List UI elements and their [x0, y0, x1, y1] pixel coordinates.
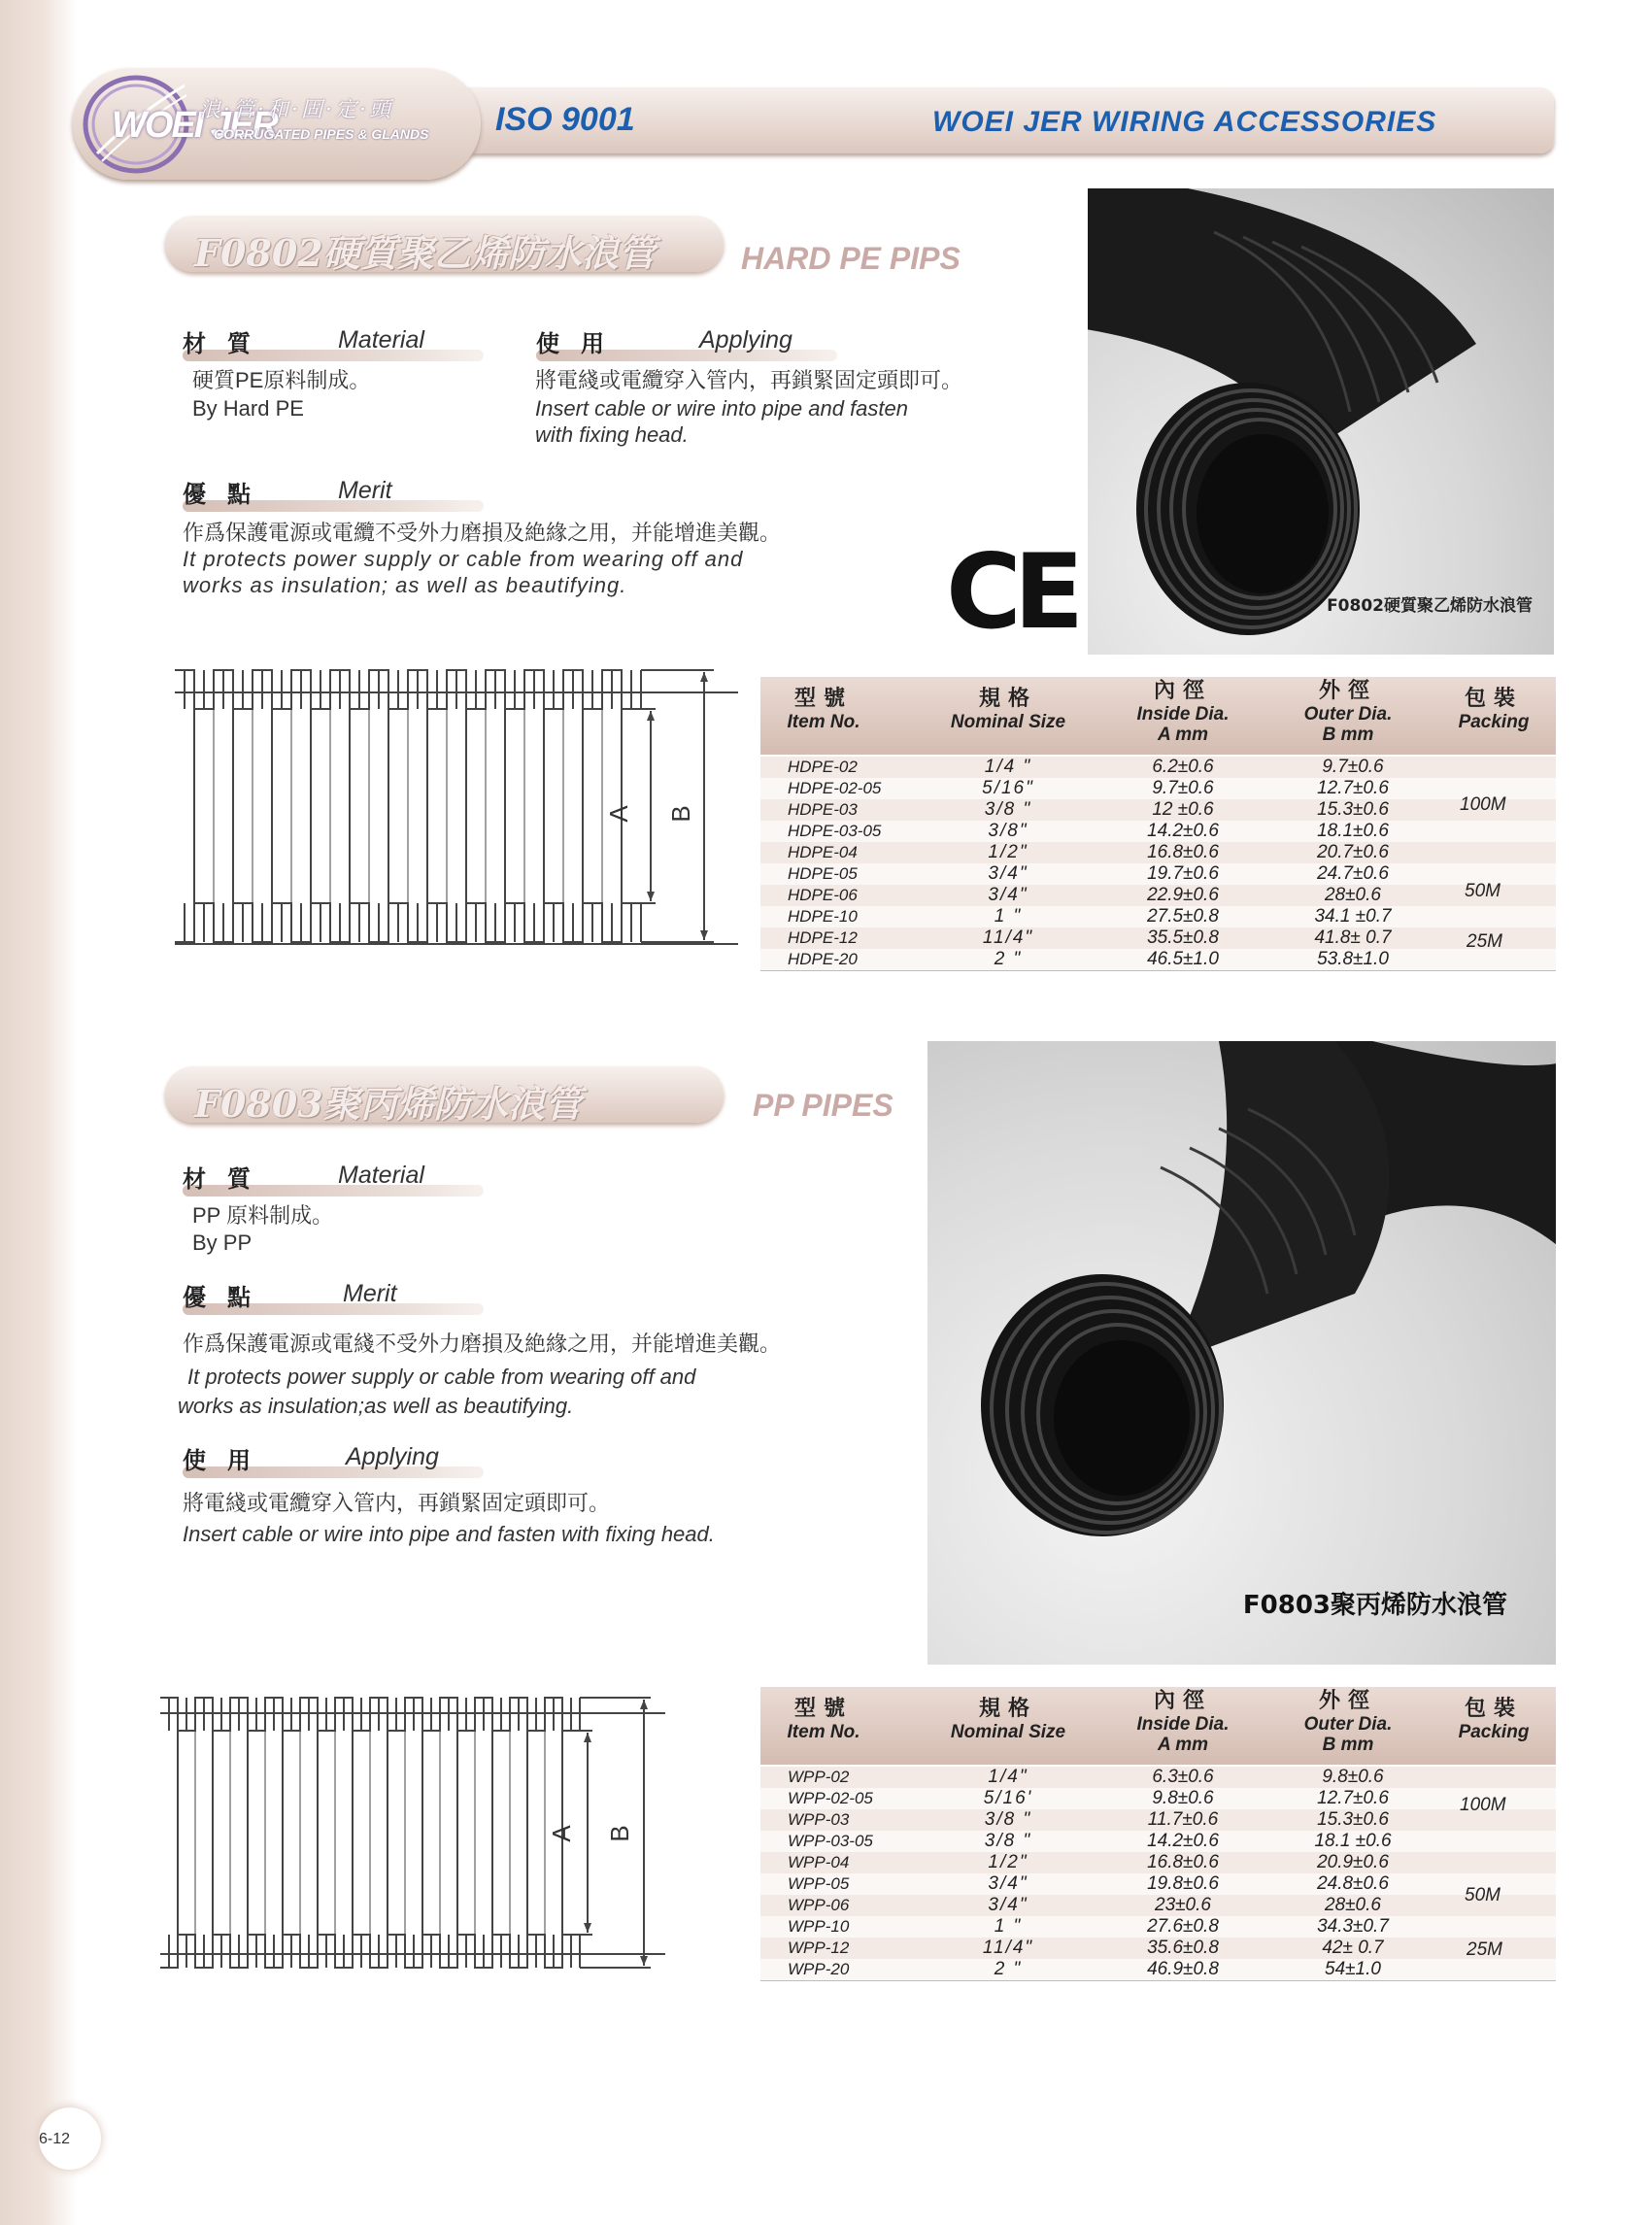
cell-code: HDPE-04: [788, 843, 858, 861]
section2-merit-label: 優點 Merit: [183, 1284, 484, 1313]
cell-code: HDPE-10: [788, 907, 858, 926]
section1-merit-text-cn: 作爲保護電源或電纜不受外力磨損及絶緣之用，并能增進美觀。: [183, 521, 782, 545]
cell-inside: 14.2±0.6: [1147, 1831, 1219, 1851]
cell-inside: 46.9±0.8: [1147, 1959, 1219, 1979]
cell-size: 3/4": [988, 885, 1028, 905]
section2-packing-25m: 25M: [1467, 1939, 1502, 1960]
section2-diagram-label-a: A: [547, 1825, 576, 1842]
section2-header-inside-dia: 內徑 Inside Dia. A mm: [1136, 1689, 1230, 1755]
table-row: [760, 799, 1556, 822]
cell-code: HDPE-02: [788, 758, 858, 776]
cell-outer: 34.1 ±0.7: [1314, 906, 1392, 927]
cell-outer: 53.8±1.0: [1317, 949, 1389, 969]
cell-code: WPP-03: [788, 1810, 850, 1829]
cell-code: HDPE-03: [788, 800, 858, 819]
section1-merit-text-en1: It protects power supply or cable from wearing off and: [183, 547, 744, 571]
cell-inside: 46.5±1.0: [1147, 949, 1219, 969]
section2-title-pill: [165, 1066, 724, 1126]
header-title: WOEI JER WIRING ACCESSORIES: [932, 106, 1437, 138]
cell-size: 3/8 ": [984, 1831, 1032, 1851]
section1-photo-caption: F0802硬質聚乙烯防水浪管: [1327, 596, 1533, 616]
cell-outer: 34.3±0.7: [1317, 1916, 1389, 1937]
table-row: [760, 863, 1556, 886]
section1-applying-label: 使用 Applying: [536, 330, 837, 359]
table-row: [760, 1831, 1556, 1853]
cell-outer: 42± 0.7: [1322, 1938, 1384, 1958]
cell-code: WPP-02-05: [788, 1789, 873, 1807]
section1-header-inside-dia: 內徑 Inside Dia. A mm: [1136, 679, 1230, 745]
iso-label: ISO 9001: [495, 101, 635, 138]
table-row: [760, 906, 1556, 928]
section1-material-label: 材質 Material: [183, 330, 484, 359]
cell-code: WPP-02: [788, 1768, 850, 1786]
cell-size: 1 ": [994, 906, 1023, 927]
section1-packing-100m: 100M: [1460, 794, 1506, 815]
cell-size: 3/8": [988, 821, 1028, 841]
cell-code: HDPE-06: [788, 886, 858, 904]
cell-inside: 14.2±0.6: [1147, 821, 1219, 841]
logo-english-text: CORRUGATED PIPES & GLANDS: [214, 126, 429, 142]
section2-merit-text-en1: It protects power supply or cable from wearing off and: [187, 1365, 696, 1389]
section1-header-outer-dia: 外徑 Outer Dia. B mm: [1303, 679, 1393, 745]
section2-packing-100m: 100M: [1460, 1795, 1506, 1815]
cell-code: WPP-05: [788, 1874, 850, 1893]
table-row: [760, 757, 1556, 779]
section2-header-outer-dia: 外徑 Outer Dia. B mm: [1303, 1689, 1393, 1755]
cell-inside: 19.8±0.6: [1147, 1873, 1219, 1894]
table-row: [760, 1809, 1556, 1832]
ce-mark: CE: [946, 532, 1077, 652]
cell-code: HDPE-12: [788, 928, 858, 947]
table-row: [760, 821, 1556, 843]
cell-size: 3/4": [988, 1895, 1028, 1915]
cell-outer: 15.3±0.6: [1317, 1809, 1389, 1830]
cell-size: 1 ": [994, 1916, 1023, 1937]
cell-inside: 9.7±0.6: [1152, 778, 1214, 798]
table-row: [760, 927, 1556, 950]
table-row: [760, 1916, 1556, 1938]
cell-size: 3/4": [988, 1873, 1028, 1894]
section2-spec-table: [760, 1687, 1556, 1978]
section2-header-packing: 包裝 Packing: [1458, 1697, 1530, 1742]
cell-outer: 20.7±0.6: [1317, 842, 1389, 862]
cell-code: WPP-20: [788, 1960, 850, 1978]
cell-inside: 12 ±0.6: [1152, 799, 1214, 820]
section1-diagram-label-b: B: [666, 805, 695, 823]
cell-outer: 54±1.0: [1325, 1959, 1381, 1979]
section1-merit-text-en2: works as insulation; as well as beautifying.: [183, 573, 627, 597]
section1-spec-table: [760, 677, 1556, 968]
table-row: [760, 1852, 1556, 1874]
table-row: [760, 885, 1556, 907]
cell-size: 11/4": [982, 1938, 1034, 1958]
cell-inside: 27.5±0.8: [1147, 906, 1219, 927]
cell-code: HDPE-20: [788, 950, 858, 968]
cell-inside: 19.7±0.6: [1147, 863, 1219, 884]
cell-outer: 12.7±0.6: [1317, 1788, 1389, 1808]
left-margin-band: [0, 0, 78, 2225]
cell-size: 2 ": [994, 1959, 1023, 1979]
section2-applying-label: 使用 Applying: [183, 1447, 484, 1476]
cell-outer: 18.1±0.6: [1317, 821, 1389, 841]
table-row: [760, 1938, 1556, 1960]
section1-header-nominal-size: 規格 Nominal Size: [950, 687, 1066, 732]
cell-code: HDPE-05: [788, 864, 858, 883]
cell-size: 3/8 ": [984, 1809, 1032, 1830]
cell-outer: 9.8±0.6: [1322, 1767, 1384, 1787]
cell-size: 3/8 ": [984, 799, 1032, 820]
table-row: [760, 1959, 1556, 1981]
page-number: 6-12: [39, 2131, 71, 2147]
section2-product-photo: [927, 1041, 1556, 1665]
cell-outer: 28±0.6: [1325, 1895, 1381, 1915]
section1-product-photo: [1088, 188, 1554, 655]
table-row: [760, 1767, 1556, 1789]
section2-merit-text-en2: works as insulation;as well as beautifying.: [178, 1394, 574, 1418]
cell-outer: 28±0.6: [1325, 885, 1381, 905]
cell-outer: 12.7±0.6: [1317, 778, 1389, 798]
section1-header-item-no: 型號 Item No.: [787, 687, 860, 732]
cell-inside: 35.5±0.8: [1147, 927, 1219, 948]
section1-diagram-label-a: A: [604, 805, 633, 823]
section1-title-pill: [165, 216, 724, 275]
section1-applying-text-en2: with fixing head.: [535, 422, 689, 447]
cell-outer: 24.8±0.6: [1317, 1873, 1389, 1894]
cell-size: 3/4": [988, 863, 1028, 884]
table-row: [760, 842, 1556, 864]
cell-inside: 6.3±0.6: [1152, 1767, 1214, 1787]
cell-inside: 35.6±0.8: [1147, 1938, 1219, 1958]
section2-packing-50m: 50M: [1465, 1885, 1500, 1905]
section2-material-text-cn: PP 原料制成。: [192, 1203, 334, 1228]
cell-code: WPP-12: [788, 1938, 850, 1957]
section1-header-packing: 包裝 Packing: [1458, 687, 1530, 732]
cell-outer: 18.1 ±0.6: [1314, 1831, 1392, 1851]
table-row: [760, 778, 1556, 800]
cell-size: 5/16': [983, 1788, 1033, 1808]
section2-pipe-diagram: [160, 1690, 665, 1976]
cell-size: 2 ": [994, 949, 1023, 969]
cell-size: 1/4 ": [984, 757, 1032, 777]
section2-title-en: PP PIPES: [753, 1088, 893, 1123]
section1-pipe-diagram: [175, 660, 738, 957]
table-row: [760, 1895, 1556, 1917]
page-number-badge: [39, 2107, 101, 2170]
cell-size: 1/4": [988, 1767, 1028, 1787]
section1-applying-text-en1: Insert cable or wire into pipe and fasten: [535, 396, 909, 421]
section2-header-item-no: 型號 Item No.: [787, 1697, 860, 1742]
cell-inside: 27.6±0.8: [1147, 1916, 1219, 1937]
cell-outer: 9.7±0.6: [1322, 757, 1384, 777]
cell-inside: 23±0.6: [1155, 1895, 1211, 1915]
cell-outer: 41.8± 0.7: [1314, 927, 1392, 948]
cell-inside: 6.2±0.6: [1152, 757, 1214, 777]
cell-code: WPP-10: [788, 1917, 850, 1936]
table-row: [760, 1788, 1556, 1810]
section2-title-cn: F0803聚丙烯防水浪管: [194, 1082, 582, 1126]
table-row: [760, 949, 1556, 971]
section2-photo-caption: F0803聚丙烯防水浪管: [1242, 1591, 1507, 1620]
cell-code: WPP-04: [788, 1853, 850, 1871]
section2-diagram-label-b: B: [605, 1825, 634, 1842]
cell-inside: 9.8±0.6: [1152, 1788, 1214, 1808]
cell-code: HDPE-03-05: [788, 822, 882, 840]
logo-text: WOEI JER: [112, 105, 277, 146]
section1-title-en: HARD PE PIPS: [741, 241, 961, 276]
cell-size: 1/2": [988, 842, 1028, 862]
cell-size: 11/4": [982, 927, 1034, 948]
cell-outer: 15.3±0.6: [1317, 799, 1389, 820]
section2-material-label: 材質 Material: [183, 1165, 484, 1195]
cell-size: 5/16": [982, 778, 1034, 798]
section2-material-text-en: By PP: [192, 1230, 253, 1255]
section1-material-text-cn: 硬質PE原料制成。: [192, 368, 371, 392]
logo-chinese-text: 浪·管·和·固·定·頭: [199, 98, 393, 122]
cell-outer: 20.9±0.6: [1317, 1852, 1389, 1872]
section1-title-cn: F0802硬質聚乙烯防水浪管: [194, 231, 656, 275]
cell-inside: 22.9±0.6: [1147, 885, 1219, 905]
section1-packing-25m: 25M: [1467, 931, 1502, 952]
section2-applying-text-cn: 將電綫或電纜穿入管内，再鎖緊固定頭即可。: [183, 1491, 611, 1515]
section1-packing-50m: 50M: [1465, 881, 1500, 901]
cell-size: 1/2": [988, 1852, 1028, 1872]
cell-code: HDPE-02-05: [788, 779, 882, 797]
cell-code: WPP-03-05: [788, 1832, 873, 1850]
section1-material-text-en: By Hard PE: [192, 396, 304, 421]
cell-outer: 24.7±0.6: [1317, 863, 1389, 884]
cell-inside: 11.7±0.6: [1147, 1809, 1219, 1830]
section1-merit-label: 優點 Merit: [183, 481, 484, 510]
cell-inside: 16.8±0.6: [1147, 1852, 1219, 1872]
cell-code: WPP-06: [788, 1896, 850, 1914]
section2-merit-text-cn: 作爲保護電源或電綫不受外力磨損及絶緣之用，并能增進美觀。: [183, 1332, 782, 1356]
table-row: [760, 1873, 1556, 1896]
section2-header-nominal-size: 規格 Nominal Size: [950, 1697, 1066, 1742]
section2-applying-text-en: Insert cable or wire into pipe and fasten with fixing head.: [183, 1522, 715, 1546]
cell-inside: 16.8±0.6: [1147, 842, 1219, 862]
section1-applying-text-cn: 將電綫或電纜穿入管内，再鎖緊固定頭即可。: [535, 368, 963, 392]
